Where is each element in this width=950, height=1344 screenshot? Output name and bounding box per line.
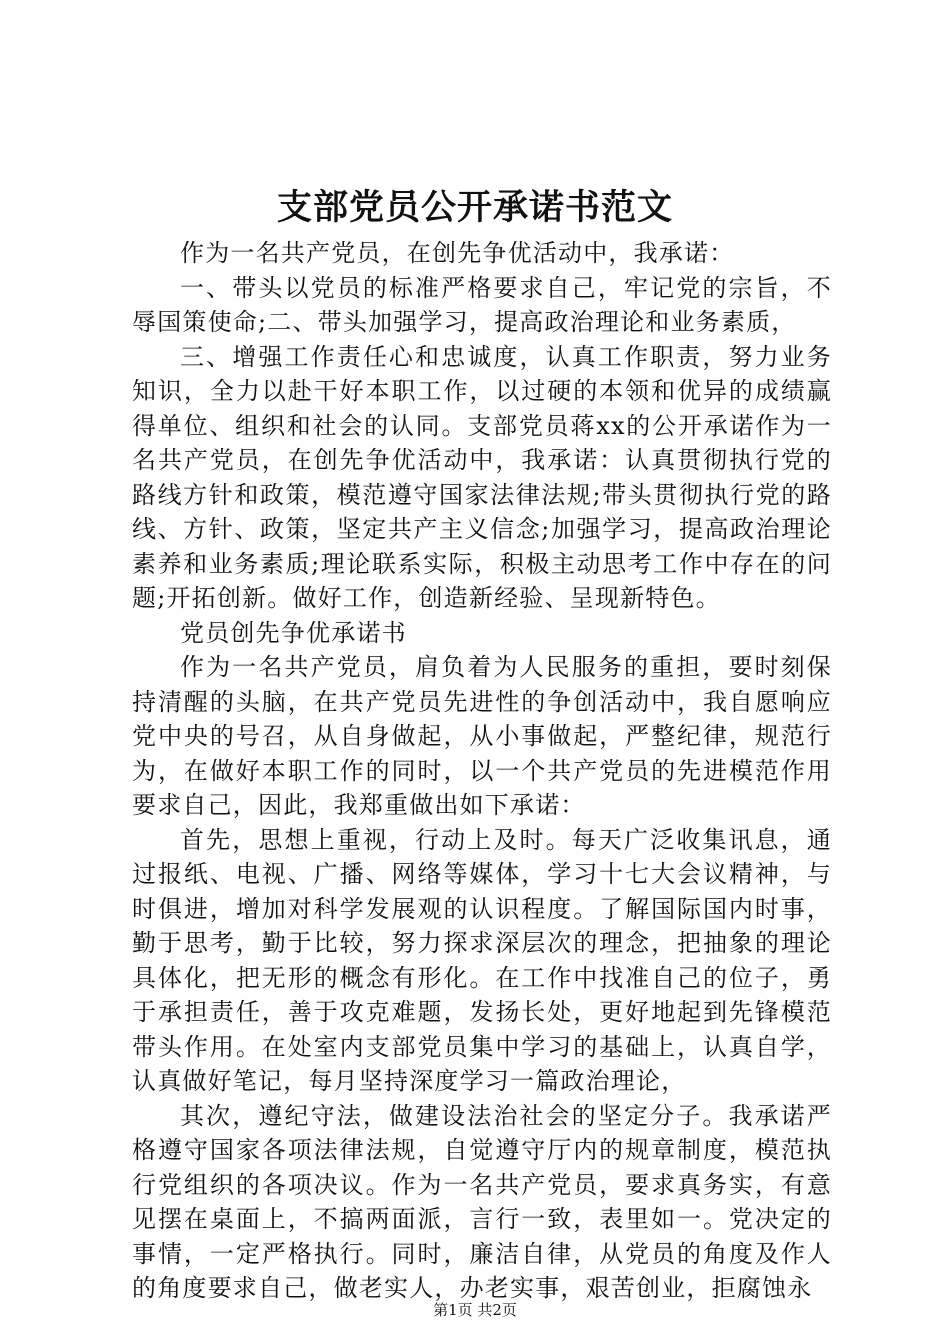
paragraph-first: 首先，思想上重视，行动上及时。每天广泛收集讯息，通过报纸、电视、广播、网络等媒体，学习十七大会议精神，与时俱进，增加对科学发展观的认识程度。了解国际国内时事，勤于思考，勤于比较，努力探求深层次的理念，把抽象的理论具体化，把无形的概念有形化。在工作中找准自己的位子，勇于承担责任，善于攻克难题，发扬长处，更好地起到先锋模范带头作用。在处室内支部党员集中学习的基础上，认真自学，认真做好笔记，每月坚持深度学习一篇政治理论，: [132, 825, 832, 1095]
paragraph-subheading: 党员创先争优承诺书: [180, 618, 407, 647]
paragraph-pledge-3: 三、增强工作责任心和忠诚度，认真工作职责，努力业务知识，全力以赴干好本职工作，以过硬的本领和优异的成绩赢得单位、组织和社会的认同。支部党员蒋xx的公开承诺作为一名共产党员，在创先争优活动中，我承诺：认真贯彻执行党的路线方针和政策，模范遵守国家法律法规;带头贯彻执行党的路线、方针、政策，坚定共产主义信念;加强学习，提高政治理论素养和业务素质;理论联系实际，积极主动思考工作中存在的问题;开拓创新。做好工作，创造新经验、呈现新特色。: [132, 342, 832, 612]
page-number-footer: 第1页 共2页: [433, 1301, 517, 1319]
paragraph-intro: 作为一名共产党员，在创先争优活动中，我承诺：: [180, 239, 735, 267]
document-title: 支部党员公开承诺书范文: [276, 187, 673, 228]
paragraph-responsibility: 作为一名共产党员，肩负着为人民服务的重担，要时刻保持清醒的头脑，在共产党员先进性的争创活动中，我自愿响应党中央的号召，从自身做起，从小事做起，严整纪律，规范行为，在做好本职工作的同时，以一个共产党员的先进模范作用要求自己，因此，我郑重做出如下承诺：: [132, 653, 832, 819]
paragraph-second: 其次，遵纪守法，做建设法治社会的坚定分子。我承诺严格遵守国家各项法律法规，自觉遵守厅内的规章制度，模范执行党组织的各项决议。作为一名共产党员，要求真务实，有意见摆在桌面上，不搞两面派，言行一致，表里如一。党决定的事情，一定严格执行。同时，廉洁自律，从党员的角度及作人的角度要求自己，做老实人，办老实事，艰苦创业，拒腐蚀永: [132, 1101, 832, 1302]
paragraph-pledge-1-2: 一、带头以党员的标准严格要求自己，牢记党的宗旨，不辱国策使命;二、带头加强学习，提高政治理论和业务素质，: [132, 273, 832, 336]
document-body: [132, 236, 832, 1306]
